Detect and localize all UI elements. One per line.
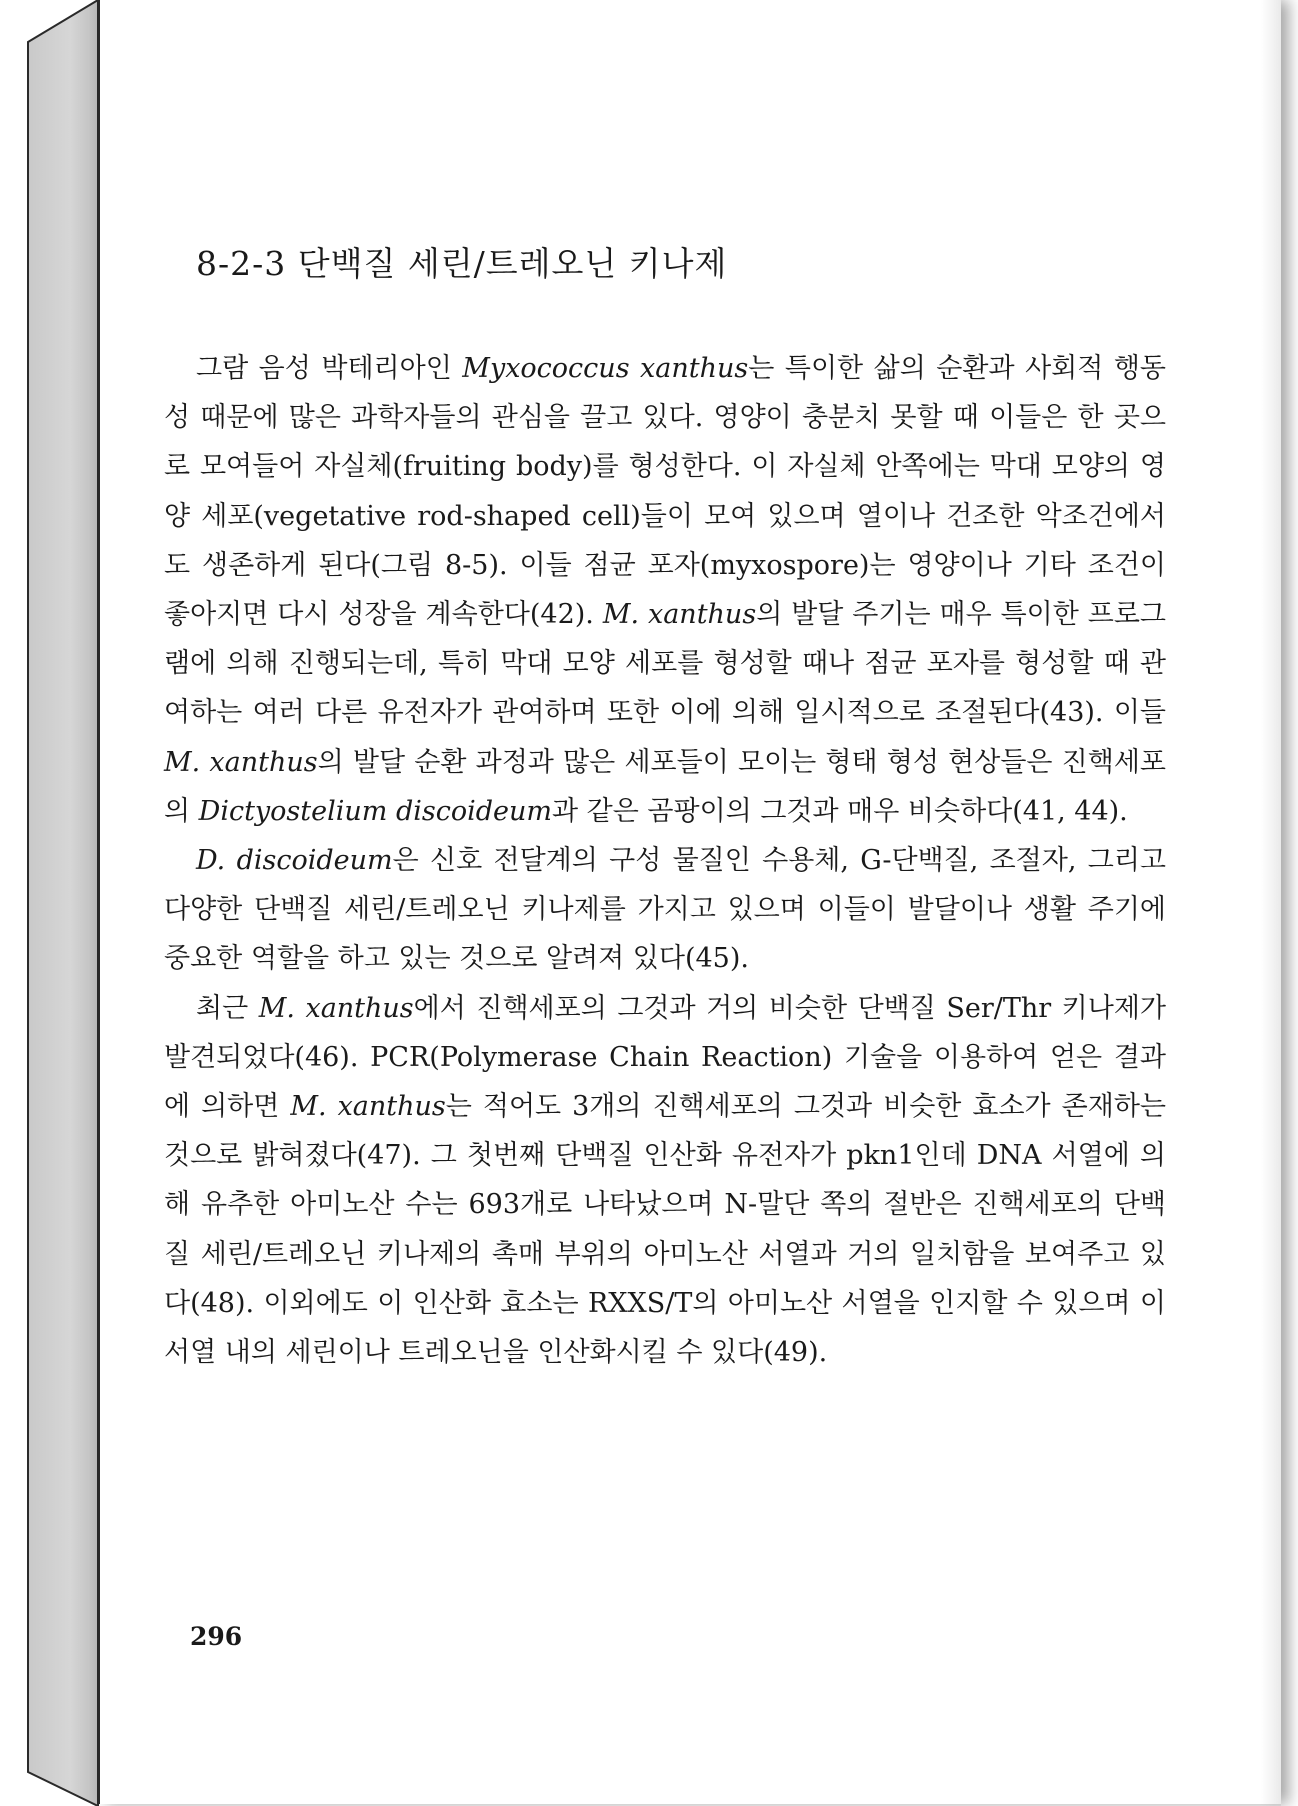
text-run: 그람 음성 박테리아인 — [196, 353, 463, 384]
body-text — [164, 344, 1166, 1377]
text-run: 최근 — [196, 992, 259, 1024]
section-heading: 8-2-3 단백질 세린/트레오닌 키나제 — [196, 244, 728, 283]
text-run: 에서 진핵세포의 그것과 거의 비슷한 단백질 Ser/Thr 키나제가 발견되었다(46). PCR(Polymerase Chain Reaction) 기술을 이용하여 얻은 결과에 의하면 — [164, 992, 1166, 1123]
paragraph — [164, 984, 1166, 1378]
text-run: 의 발달 주기는 매우 특이한 프로그램에 의해 진행되는데, 특히 막대 모양 세포를 형성할 때나 점균 포자를 형성할 때 관여하는 여러 다른 유전자가 관여하며 또한 이에 의해 일시적으로 조절된다(43). 이들 — [164, 599, 1167, 729]
italic-term: M. xanthus — [290, 1091, 446, 1123]
paragraph — [164, 344, 1166, 836]
italic-term: D. discoideum — [196, 845, 393, 877]
text-run: 는 특이한 삶의 순환과 사회적 행동성 때문에 많은 과학자들의 관심을 끌고 있다. 영양이 충분치 못할 때 이들은 한 곳으로 모여들어 자실체(fruiting body)를 형성한다. 이 자실체 안쪽에는 막대 모양의 영양 세포(vegetative rod-shaped cell)들이 모여 있으며 열이나 건조한 악조건에서도 생존하게 된다(그림 8-5). 이들 점균 포자(myxospore)는 영양이나 기타 조건이 좋아지면 다시 성장을 계속한다(42). — [164, 353, 1166, 631]
page-number: 296 — [190, 1622, 243, 1651]
book-spine-graphic — [0, 0, 110, 1806]
italic-term: Myxococcus xanthus — [462, 353, 749, 384]
italic-term: Dictyostelium discoideum — [198, 795, 553, 827]
italic-term: M. xanthus — [258, 992, 414, 1024]
page-edge-shade — [1261, 0, 1281, 1806]
text-run: 은 신호 전달계의 구성 물질인 수용체, G-단백질, 조절자, 그리고 다양한 단백질 세린/트레오닌 키나제를 가지고 있으며 이들이 발달이나 생활 주기에 중요한 역할을 하고 있는 것으로 알려져 있다(45). — [164, 845, 1166, 975]
text-run: 의 발달 순환 과정과 많은 세포들이 모이는 형태 형성 현상들은 진핵세포의 — [164, 746, 1167, 827]
text-run: 는 적어도 3개의 진핵세포의 그것과 비슷한 효소가 존재하는 것으로 밝혀졌다(47). 그 첫번째 단백질 인산화 유전자가 pkn1인데 DNA 서열에 의해 유추한 아미노산 수는 693개로 나타났으며 N-말단 쪽의 절반은 진핵세포의 단백질 세린/트레오닌 키나제의 촉매 부위의 아미노산 서열과 거의 일치함을 보여주고 있다(48). 이외에도 이 인산화 효소는 RXXS/T의 아미노산 서열을 인지할 수 있으며 이 서열 내의 세린이나 트레오닌을 인산화시킬 수 있다(49). — [164, 1091, 1166, 1369]
text-run: 과 같은 곰팡이의 그것과 매우 비슷하다(41, 44). — [552, 795, 1128, 827]
paragraph — [164, 836, 1166, 984]
italic-term: M. xanthus — [602, 599, 757, 631]
italic-term: M. xanthus — [164, 746, 318, 778]
